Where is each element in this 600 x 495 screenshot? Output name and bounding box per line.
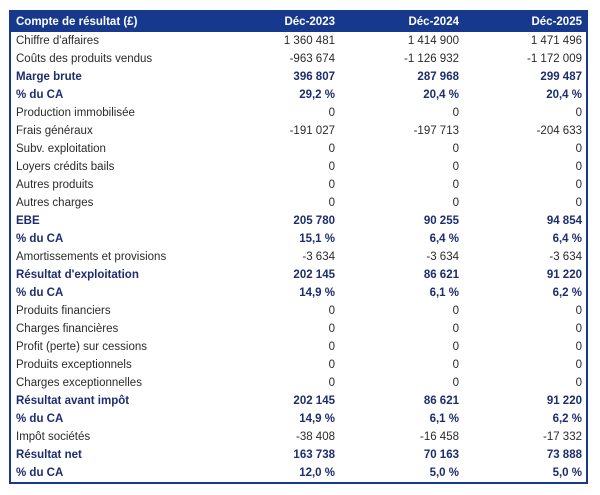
table-row: [10, 32, 587, 50]
row-label: % du CA: [16, 233, 64, 245]
row-value: -38 408: [295, 431, 335, 443]
table-row: [10, 140, 587, 158]
row-value: 0: [328, 161, 335, 173]
row-label: Marge brute: [16, 71, 82, 83]
row-value: 396 807: [293, 71, 335, 83]
row-value: 0: [575, 305, 582, 317]
row-value: 90 255: [423, 215, 459, 227]
row-value: 20,4 %: [423, 89, 459, 101]
row-value: 0: [328, 305, 335, 317]
table-row: [10, 302, 587, 320]
row-label: EBE: [16, 215, 40, 227]
row-value: 0: [328, 377, 335, 389]
row-value: 0: [452, 197, 459, 209]
table-row: [10, 50, 587, 68]
row-value: -17 332: [542, 431, 582, 443]
table-row: [10, 158, 587, 176]
row-value: 1 471 496: [530, 35, 582, 47]
row-label: Charges financières: [16, 323, 119, 335]
table-row: [10, 230, 587, 248]
table-row: [10, 122, 587, 140]
table-row: [10, 464, 587, 483]
row-value: -16 458: [419, 431, 459, 443]
row-value: 91 220: [546, 269, 582, 281]
row-value: -204 633: [536, 125, 582, 137]
row-value: 86 621: [423, 395, 459, 407]
header-title: Compte de résultat (£): [10, 11, 215, 32]
row-value: 0: [452, 305, 459, 317]
header-col-dec-2025: Déc-2025: [463, 11, 587, 32]
row-value: 0: [328, 359, 335, 371]
row-value: 0: [575, 107, 582, 119]
row-value: 0: [328, 107, 335, 119]
row-label: Autres charges: [16, 197, 94, 209]
row-label: Profit (perte) sur cessions: [16, 341, 148, 353]
row-label: Charges exceptionnelles: [16, 377, 142, 389]
row-value: 6,2 %: [552, 287, 582, 299]
row-value: 0: [575, 377, 582, 389]
table-row: [10, 320, 587, 338]
table-row: [10, 392, 587, 410]
table-row: [10, 104, 587, 122]
row-label: Amortissements et provisions: [16, 251, 167, 263]
row-label: Frais généraux: [16, 125, 93, 137]
row-value: 94 854: [546, 215, 582, 227]
row-label: Loyers crédits bails: [16, 161, 115, 173]
row-value: 86 621: [423, 269, 459, 281]
row-value: 6,1 %: [429, 413, 459, 425]
row-label: Production immobilisée: [16, 107, 135, 119]
table-row: [10, 248, 587, 266]
table-row: [10, 374, 587, 392]
table-row: [10, 284, 587, 302]
table-row: [10, 176, 587, 194]
row-label: Coûts des produits vendus: [16, 53, 153, 65]
row-value: 0: [575, 143, 582, 155]
row-value: 0: [452, 107, 459, 119]
row-value: 0: [328, 323, 335, 335]
row-label: Subv. exploitation: [16, 143, 106, 155]
row-value: 6,2 %: [552, 413, 582, 425]
row-value: 1 414 900: [407, 35, 459, 47]
row-value: 0: [452, 377, 459, 389]
row-value: 20,4 %: [546, 89, 582, 101]
row-value: 0: [328, 143, 335, 155]
table-row: [10, 86, 587, 104]
row-label: Autres produits: [16, 179, 94, 191]
row-value: 0: [328, 341, 335, 353]
row-value: 14,9 %: [299, 413, 335, 425]
table-row: [10, 68, 587, 86]
table-row: [10, 194, 587, 212]
row-label: Produits exceptionnels: [16, 359, 132, 371]
row-value: 0: [575, 197, 582, 209]
row-value: 0: [452, 323, 459, 335]
row-value: 0: [575, 341, 582, 353]
row-value: 202 145: [293, 395, 335, 407]
header-col-dec-2023: Déc-2023: [215, 11, 339, 32]
row-value: -1 172 009: [527, 53, 582, 65]
table-body: [10, 32, 587, 483]
header-row: [10, 11, 587, 32]
row-value: 70 163: [423, 449, 459, 461]
row-value: 5,0 %: [429, 467, 459, 479]
row-value: 12,0 %: [299, 467, 335, 479]
row-value: 0: [575, 179, 582, 191]
row-value: 0: [575, 323, 582, 335]
row-value: 0: [328, 197, 335, 209]
row-value: 299 487: [540, 71, 582, 83]
row-value: 6,4 %: [429, 233, 459, 245]
row-value: 0: [575, 359, 582, 371]
row-value: -3 634: [549, 251, 582, 263]
table-row: [10, 266, 587, 284]
income-statement-table: [9, 10, 588, 484]
row-value: 287 968: [417, 71, 459, 83]
table-row: [10, 356, 587, 374]
table-row: [10, 212, 587, 230]
row-value: 0: [452, 179, 459, 191]
table-row: [10, 338, 587, 356]
row-label: Résultat avant impôt: [16, 395, 130, 407]
row-label: % du CA: [16, 89, 64, 101]
row-value: 14,9 %: [299, 287, 335, 299]
row-value: -3 634: [426, 251, 459, 263]
header-col-dec-2024: Déc-2024: [339, 11, 463, 32]
row-value: -191 027: [289, 125, 335, 137]
row-label: Résultat d'exploitation: [16, 269, 139, 281]
table-row: [10, 410, 587, 428]
row-value: 15,1 %: [299, 233, 335, 245]
table-row: [10, 446, 587, 464]
row-label: Résultat net: [16, 449, 82, 461]
row-value: -1 126 932: [404, 53, 459, 65]
row-value: 0: [452, 359, 459, 371]
row-value: -197 713: [413, 125, 459, 137]
row-value: 163 738: [293, 449, 335, 461]
row-value: 0: [575, 161, 582, 173]
row-value: 0: [328, 179, 335, 191]
row-label: Chiffre d'affaires: [16, 35, 99, 47]
row-value: -3 634: [302, 251, 335, 263]
row-value: 1 360 481: [283, 35, 335, 47]
row-value: 6,1 %: [429, 287, 459, 299]
row-value: 91 220: [546, 395, 582, 407]
row-value: 0: [452, 161, 459, 173]
row-value: 0: [452, 143, 459, 155]
row-value: 205 780: [293, 215, 335, 227]
row-label: % du CA: [16, 287, 64, 299]
row-label: Impôt sociétés: [16, 431, 91, 443]
row-label: % du CA: [16, 467, 64, 479]
row-value: 202 145: [293, 269, 335, 281]
row-value: 0: [452, 341, 459, 353]
table-row: [10, 428, 587, 446]
row-value: 5,0 %: [552, 467, 582, 479]
row-value: 29,2 %: [299, 89, 335, 101]
row-label: % du CA: [16, 413, 64, 425]
row-value: -963 674: [289, 53, 335, 65]
row-label: Produits financiers: [16, 305, 111, 317]
row-value: 73 888: [546, 449, 582, 461]
row-value: 6,4 %: [552, 233, 582, 245]
